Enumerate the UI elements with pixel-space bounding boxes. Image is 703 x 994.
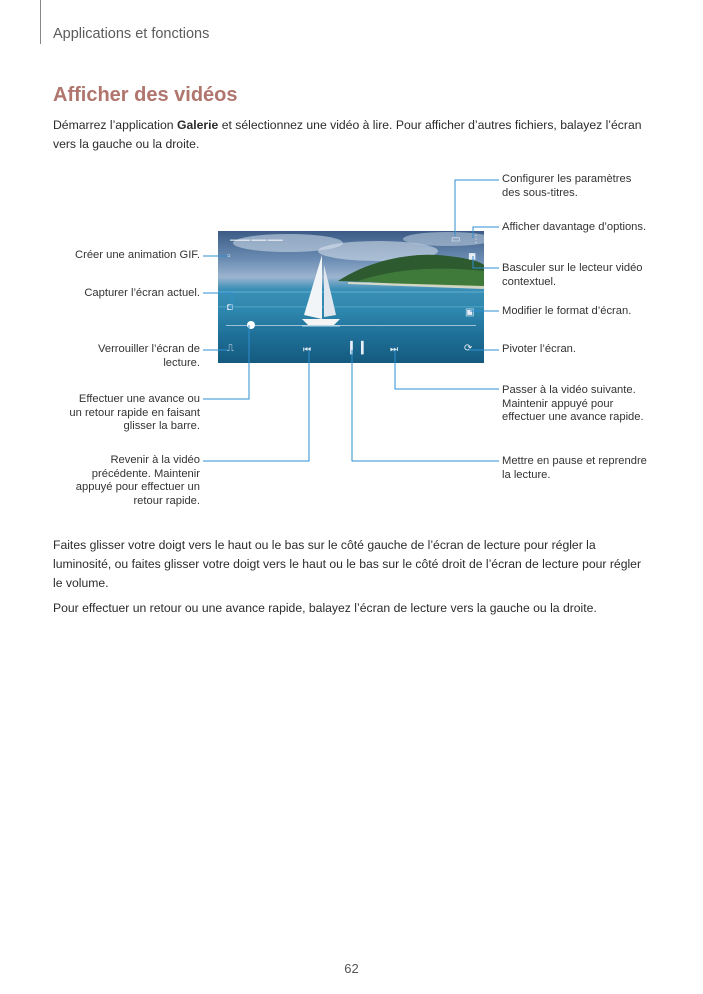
seek-bar[interactable] (226, 325, 476, 326)
callout-ratio: Modifier le format d’écran. (502, 305, 632, 317)
intro-paragraph (53, 116, 653, 154)
video-title: ▬▬▬▬ ▬▬▬ ▬▬▬ (230, 237, 283, 243)
page-title: Afficher des vidéos (53, 84, 238, 106)
aspect-ratio-icon[interactable]: ▣ (465, 307, 475, 318)
callout-pause: Mettre en pause et reprendre la lecture. (502, 455, 647, 481)
callout-more: Afficher davantage d’options. (502, 221, 647, 233)
page-number: 62 (344, 961, 359, 976)
intro-app-name: Galerie (176, 118, 219, 132)
lock-icon[interactable]: ⎍ (227, 343, 234, 354)
intro-before: Démarrez l’application (53, 118, 177, 132)
callout-seek: Effectuer une avance ou un retour rapide en faisant glisser la barre. (69, 393, 200, 432)
body-paragraph-2: Pour effectuer un retour ou une avance rapide, balayez l’écran de lecture vers la gauche ou la droite. (53, 601, 597, 615)
body-paragraph-1: Faites glisser votre doigt vers le haut ou le bas sur le côté gauche de l’écran de lecture pour régler la luminosité, ou faites glisser votre doigt vers le haut ou le bas sur le côté droit de l’écran de lecture pour régler le volume. (53, 538, 642, 590)
callout-lock: Verrouiller l’écran de lecture. (98, 343, 200, 369)
capture-icon[interactable]: ◘ (227, 302, 234, 313)
callout-previous: Revenir à la vidéo précédente. Maintenir appuyé pour effectuer un retour rapide. (75, 454, 200, 507)
more-icon[interactable]: ⋮ (471, 234, 481, 245)
intro-after: et sélectionnez une vidéo à lire. Pour afficher d’autres fichiers, balayez l’écran vers la gauche ou la droite. (53, 118, 642, 151)
seek-handle[interactable] (247, 321, 255, 329)
callout-subtitles: Configurer les paramètres des sous-titres. (502, 173, 632, 199)
callout-rotate: Pivoter l’écran. (502, 343, 576, 355)
callout-popup: Basculer sur le lecteur vidéo contextuel. (502, 262, 643, 288)
next-icon[interactable]: ⏭ (390, 344, 399, 354)
header-rule (40, 0, 41, 44)
rotate-icon[interactable]: ⟳ (464, 343, 473, 354)
previous-icon[interactable]: ⏮ (303, 344, 312, 354)
video-player[interactable] (218, 231, 484, 363)
section-header: Applications et fonctions (53, 26, 210, 42)
pause-icon[interactable]: ❙❙ (346, 339, 368, 354)
gif-icon[interactable]: ▫ (227, 251, 231, 262)
callout-gif: Créer une animation GIF. (75, 249, 200, 261)
callout-capture: Capturer l’écran actuel. (84, 287, 200, 299)
callout-next: Passer à la vidéo suivante. Maintenir appuyé pour effectuer une avance rapide. (502, 384, 644, 423)
popup-icon[interactable]: ◼ (468, 251, 477, 262)
subtitles-icon[interactable]: ▭ (451, 234, 461, 245)
